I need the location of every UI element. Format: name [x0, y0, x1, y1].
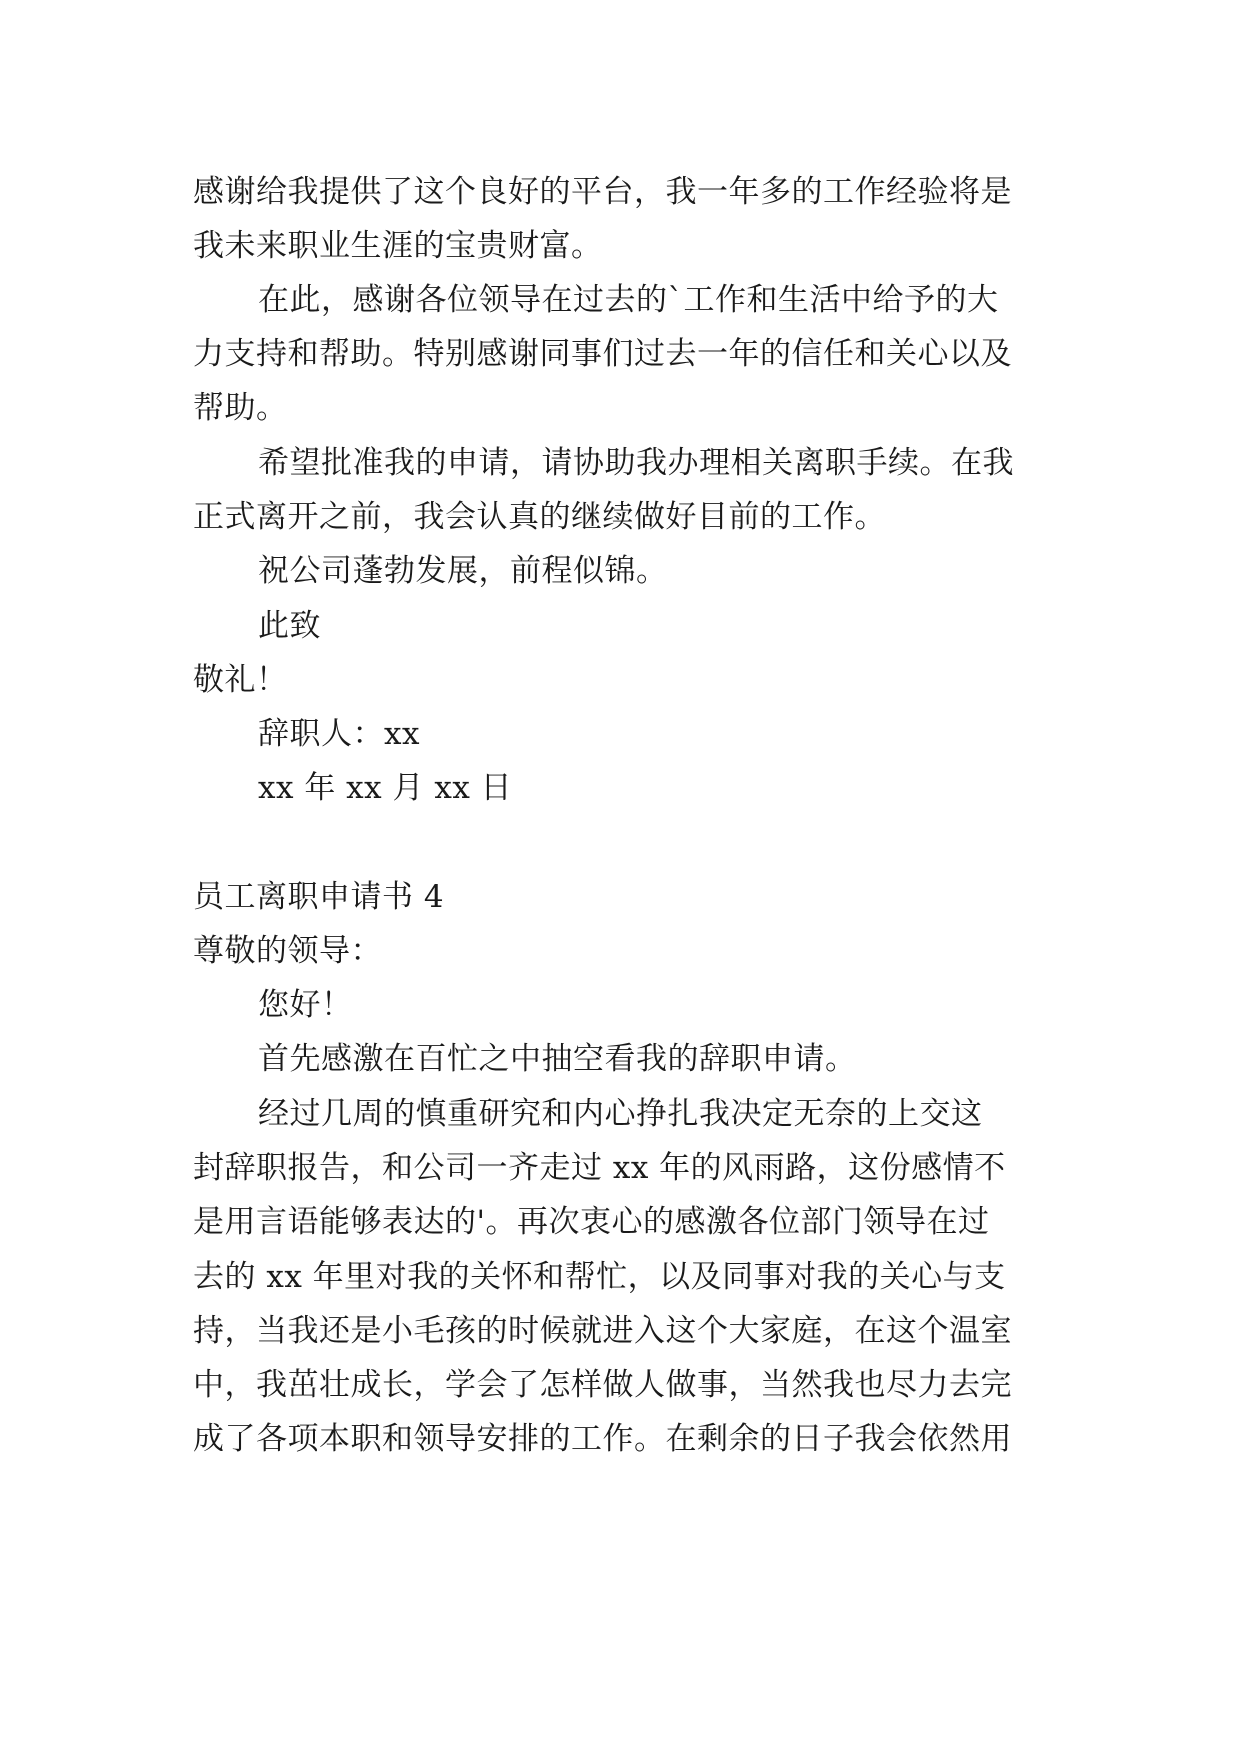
text-line: 感谢给我提供了这个良好的平台，我一年多的工作经验将是 [193, 174, 1012, 210]
text-line: 希望批准我的申请，请协助我办理相关离职手续。在我 [258, 445, 1014, 481]
date-line: xx 年 xx 月 xx 日 [258, 770, 513, 806]
salutation: 尊敬的领导： [193, 933, 382, 969]
text-line: 力支持和帮助。特别感谢同事们过去一年的信任和关心以及 [193, 336, 1012, 372]
text-line: 持，当我还是小毛孩的时候就进入这个大家庭，在这个温室 [193, 1313, 1012, 1349]
text-line: 是用言语能够表达的'。再次衷心的感激各位部门领导在过 [193, 1204, 990, 1240]
text-line: 首先感激在百忙之中抽空看我的辞职申请。 [258, 1041, 857, 1077]
text-line: 祝公司蓬勃发展，前程似锦。 [258, 553, 668, 589]
text-line: 正式离开之前，我会认真的继续做好目前的工作。 [193, 499, 886, 535]
text-line: 在此，感谢各位领导在过去的`工作和生活中给予的大 [258, 282, 999, 318]
text-line: 成了各项本职和领导安排的工作。在剩余的日子我会依然用 [193, 1421, 1012, 1457]
text-line: 去的 xx 年里对我的关怀和帮忙，以及同事对我的关心与支 [193, 1259, 1006, 1295]
section-title: 员工离职申请书 4 [193, 879, 445, 915]
text-line: 封辞职报告，和公司一齐走过 xx 年的风雨路，这份感情不 [193, 1150, 1006, 1186]
greeting: 您好！ [258, 987, 353, 1023]
signature-line: 辞职人：xx [258, 716, 420, 752]
text-line: 我未来职业生涯的宝贵财富。 [193, 228, 603, 264]
text-line: 经过几周的慎重研究和内心挣扎我决定无奈的上交这 [258, 1096, 983, 1132]
text-line: 中，我茁壮成长，学会了怎样做人做事，当然我也尽力去完 [193, 1367, 1012, 1403]
text-line: 敬礼！ [193, 662, 288, 698]
text-line: 帮助。 [193, 390, 288, 426]
text-line: 此致 [258, 608, 321, 644]
